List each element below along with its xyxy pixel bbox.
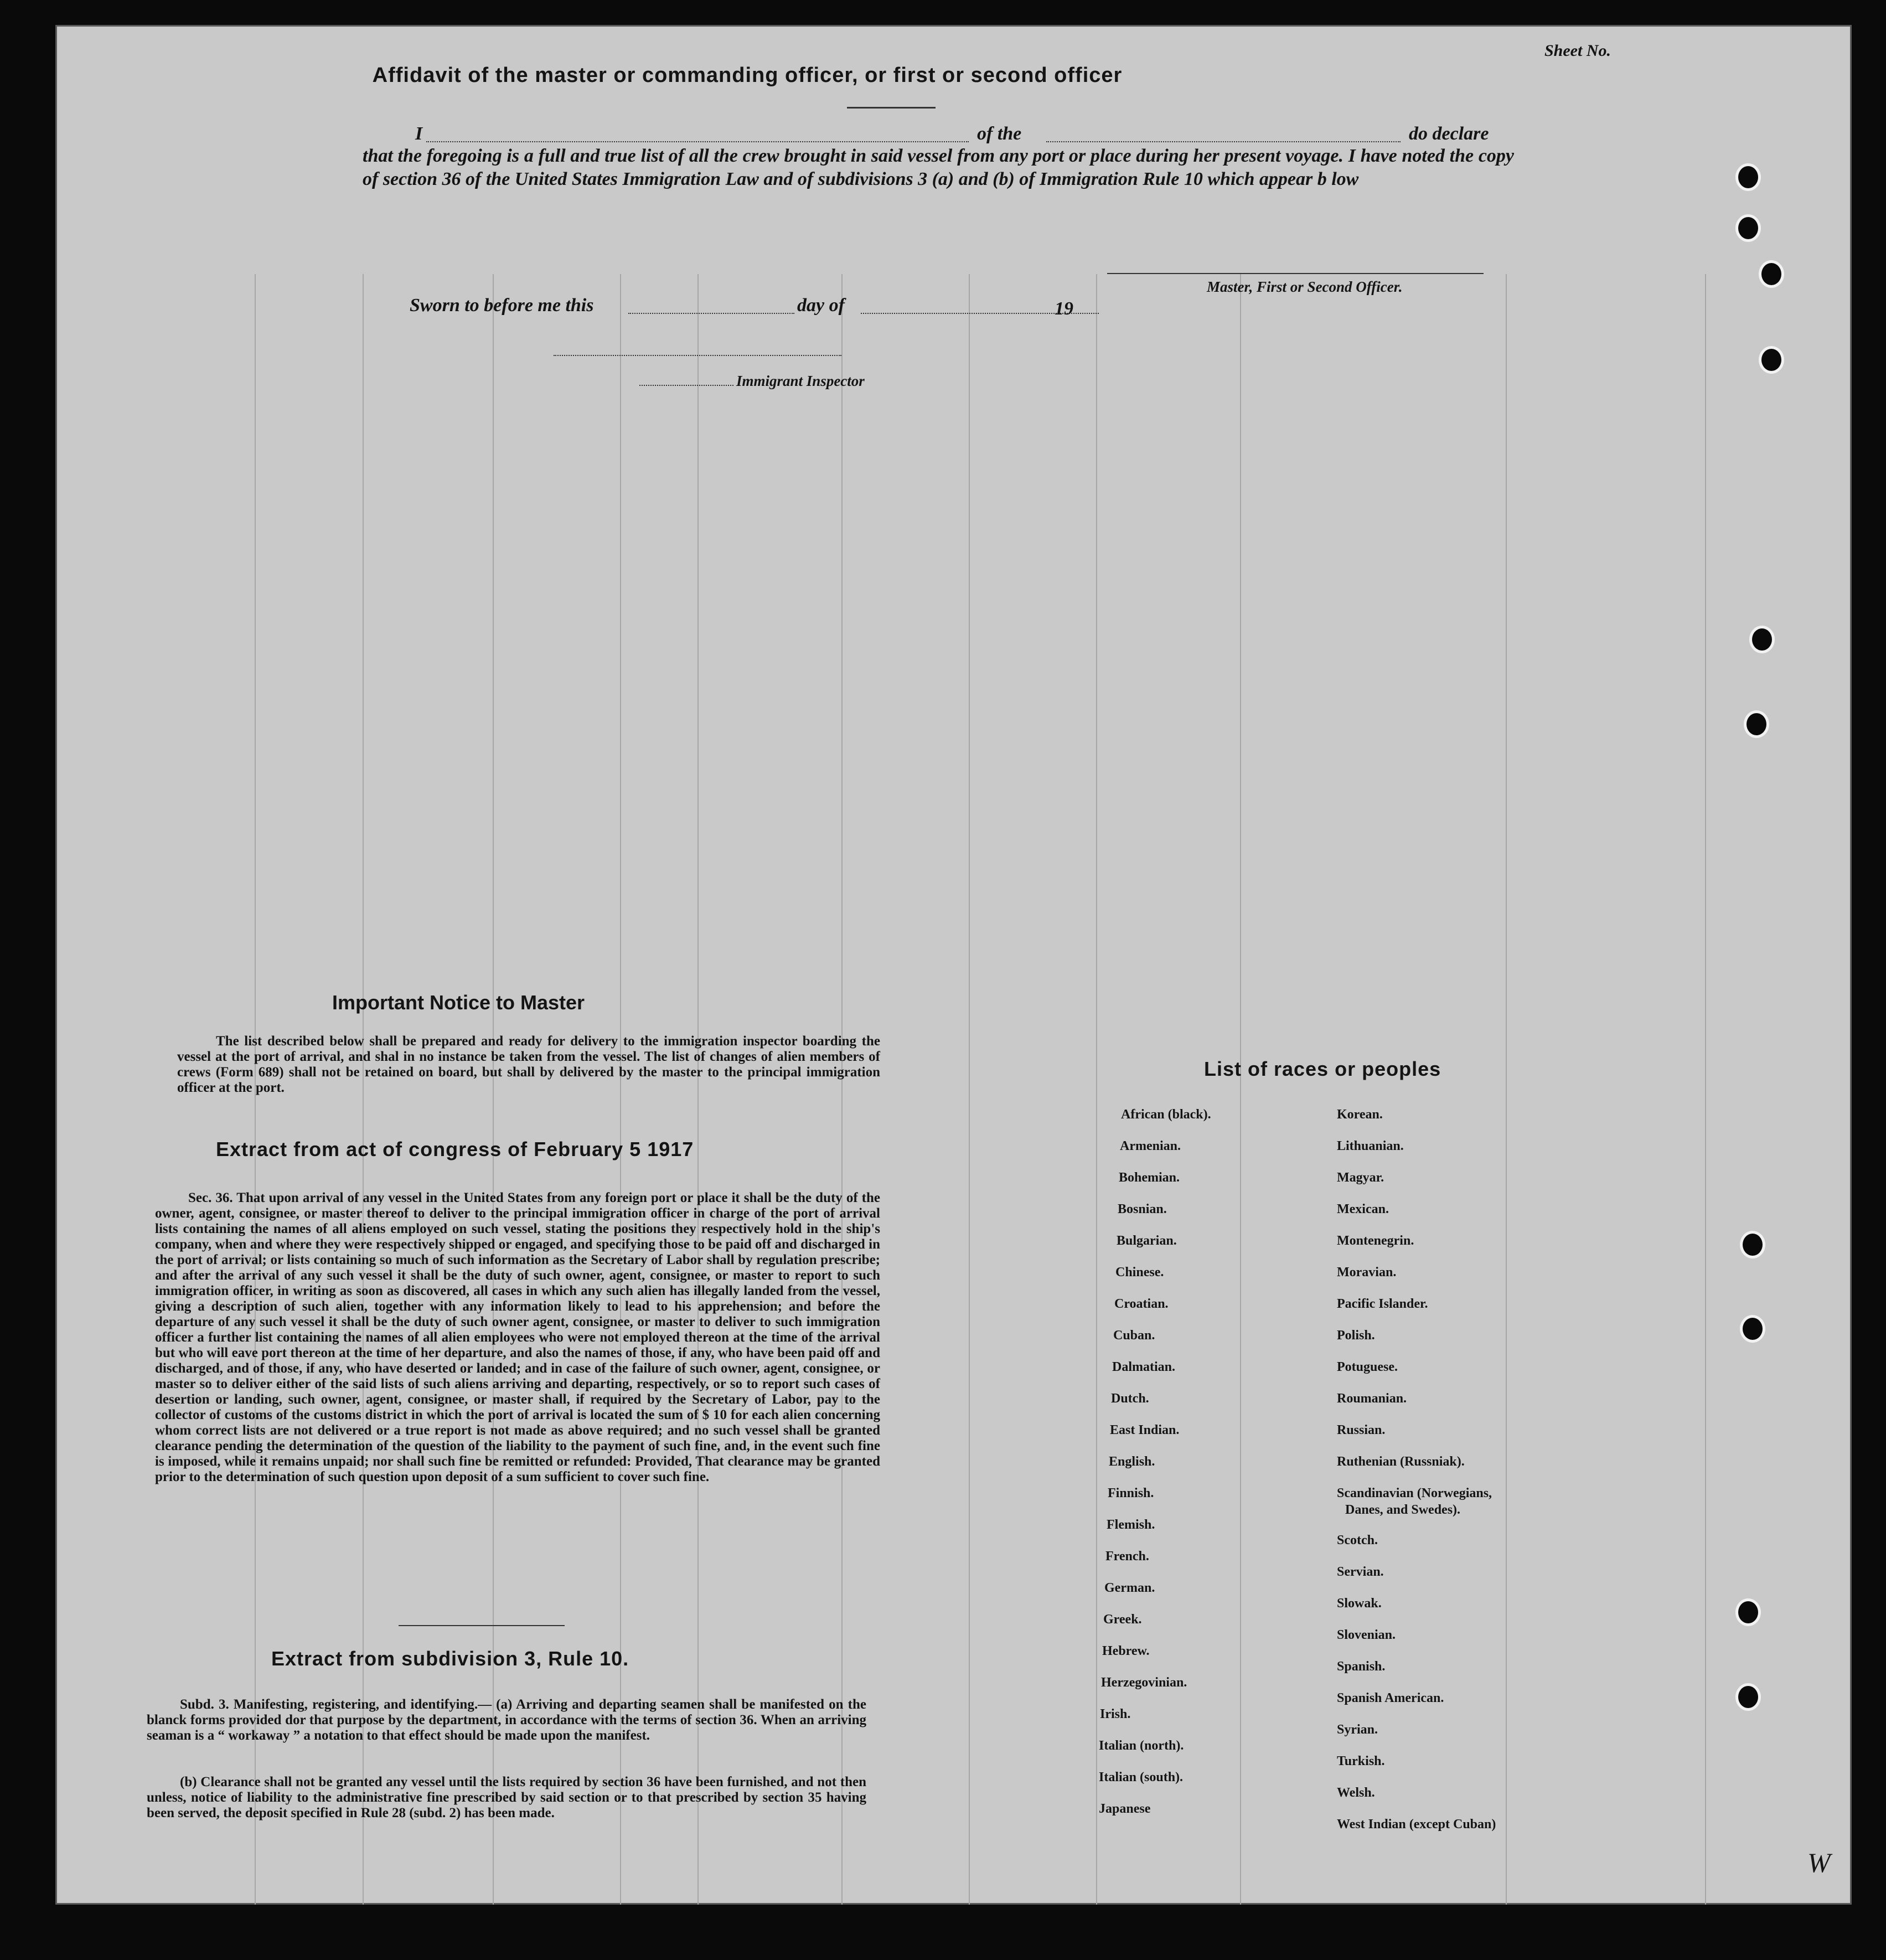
affidavit-title: Affidavit of the master or commanding officer, or first or second officer xyxy=(372,64,1123,87)
title-underline xyxy=(847,107,936,109)
race-item: Moravian. xyxy=(1337,1265,1397,1280)
race-item: African (black). xyxy=(1121,1107,1211,1122)
punch-hole xyxy=(1738,1601,1758,1623)
bleed-column-line xyxy=(1240,274,1241,1905)
extract-rule-title: Extract from subdivision 3, Rule 10. xyxy=(271,1647,629,1670)
race-item: Welsh. xyxy=(1337,1786,1375,1800)
inspector-caption: Immigrant Inspector xyxy=(736,373,865,389)
race-item: Dalmatian. xyxy=(1112,1360,1175,1374)
bleed-column-line xyxy=(969,274,970,1905)
corner-handwritten-mark: W xyxy=(1807,1847,1831,1878)
race-item: Bosnian. xyxy=(1118,1202,1167,1216)
affidavit-of-the: of the xyxy=(977,123,1022,144)
race-item: German. xyxy=(1104,1581,1155,1595)
race-item: Finnish. xyxy=(1108,1486,1154,1500)
extract-act-title: Extract from act of congress of February 5 1917 xyxy=(216,1138,694,1160)
race-item: Potuguese. xyxy=(1337,1360,1398,1374)
race-item: Italian (north). xyxy=(1099,1739,1184,1753)
race-item: English. xyxy=(1109,1454,1155,1469)
punch-hole xyxy=(1743,1318,1763,1340)
race-item: Spanish. xyxy=(1337,1659,1386,1674)
extract-rule-body-b: (b) Clearance shall not be granted any vessel until the lists required by section 36 have been furnished, and not then unless, notice of liability to the administrative fine prescribed by said section or to that prescribed by section 35 having been served, the deposit specified in Rule 28 (subd. 2) has been made. xyxy=(147,1775,866,1820)
race-item: Montenegrin. xyxy=(1337,1234,1414,1248)
punch-hole xyxy=(1738,217,1758,239)
sheet-number-label: Sheet No. xyxy=(1544,42,1611,60)
extract-rule-body-a: Subd. 3. Manifesting, registering, and identifying.— (a) Arriving and departing seamen shall be manifested on the blanck forms provided dor that purpose by the department, in accordance with the terms of section 36. When an arriving seaman is a “ workaway ” a notation to that effect should be made upon the manifest. xyxy=(147,1697,866,1743)
race-item: Russian. xyxy=(1337,1423,1386,1437)
race-item: Korean. xyxy=(1337,1107,1383,1122)
race-item: Flemish. xyxy=(1107,1518,1155,1532)
race-item: Bulgarian. xyxy=(1117,1234,1177,1248)
race-item: Dutch. xyxy=(1111,1391,1149,1406)
race-item: Magyar. xyxy=(1337,1170,1384,1185)
race-item: Syrian. xyxy=(1337,1722,1378,1737)
notice-title: Important Notice to Master xyxy=(332,991,585,1014)
race-item: Slovenian. xyxy=(1337,1628,1396,1642)
race-item: West Indian (except Cuban) xyxy=(1337,1817,1496,1832)
section-divider xyxy=(399,1625,565,1626)
race-item: Bohemian. xyxy=(1119,1170,1180,1185)
bleed-column-line xyxy=(1096,274,1097,1905)
race-item: Italian (south). xyxy=(1099,1770,1184,1784)
race-item: Mexican. xyxy=(1337,1202,1389,1216)
punch-hole xyxy=(1747,713,1766,735)
bleed-column-line xyxy=(1506,274,1507,1905)
race-item: Ruthenian (Russniak). xyxy=(1337,1454,1465,1469)
races-title: List of races or peoples xyxy=(1204,1058,1441,1080)
affidavit-body: that the foregoing is a full and true list of all the crew brought in said vessel from any port or place during her present voyage. I have noted the copy of section 36 of the United States Immigration Law and of subdivisions 3 (a) and (b) of Immigration Rule 10 which appear b low xyxy=(363,146,1514,189)
inspector-short-line xyxy=(639,385,733,386)
punch-hole xyxy=(1743,1234,1763,1256)
officer-signature-line xyxy=(1107,273,1484,274)
sworn-day-line xyxy=(628,313,794,314)
race-item: Roumanian. xyxy=(1337,1391,1407,1406)
race-item: Polish. xyxy=(1337,1328,1375,1343)
race-item: Slowak. xyxy=(1337,1596,1382,1611)
race-item: Spanish American. xyxy=(1337,1691,1444,1705)
race-item: Scandinavian (Norwegians, xyxy=(1337,1486,1492,1500)
punch-hole xyxy=(1752,628,1772,651)
race-item: French. xyxy=(1105,1549,1149,1564)
punch-hole xyxy=(1738,1686,1758,1708)
punch-hole xyxy=(1738,166,1758,188)
sworn-text: Sworn to before me this xyxy=(410,295,594,316)
race-item: Hebrew. xyxy=(1102,1644,1150,1658)
officer-caption: Master, First or Second Officer. xyxy=(1207,278,1403,295)
race-item: Greek. xyxy=(1103,1612,1142,1627)
affidavit-declare: do declare xyxy=(1409,123,1489,144)
manifest-sheet xyxy=(55,25,1852,1905)
sworn-year: 19 xyxy=(1055,298,1073,319)
race-item: Cuban. xyxy=(1113,1328,1155,1343)
inspector-signature-line xyxy=(554,355,841,356)
race-item: Croatian. xyxy=(1114,1297,1169,1311)
race-item: Chinese. xyxy=(1115,1265,1164,1280)
race-item: Pacific Islander. xyxy=(1337,1297,1428,1311)
race-item: Scotch. xyxy=(1337,1533,1378,1548)
extract-act-body: Sec. 36. That upon arrival of any vessel in the United States from any foreign port or place it shall be the duty of the owner, agent, consignee, or master thereof to deliver to the principal immigration officer in charge of the port of arrival lists containing the names of all aliens employed on such vessel, stating the positions they respectively hold in the ship's company, when and where they were respectively shipped or engaged, and specifying those to be paid off and discharged in the port of arrival; or lists containing so much of such information as the Secretary of Labor shall by regulation prescribe; and after the arrival of any such vessel it shall be the duty of such owner, agent, consignee, or master to report to such immigration officer, in writing as soon as discovered, all cases in which any such alien has illegally landed from the vessel, giving a description of such alien, together with any information likely to lead to his apprehension; and before the departure of any such vessel it shall be the duty of such owner agent, consignee, or master to deliver to such immigration officer a further list containing the names of all alien employees who were not employed thereon at the time of the arrival but who will eave port thereon at the time of her departure, and also the names of those, if any, who have been paid off and discharged, and of those, if any, who have deserted or landed; and in case of the failure of such owner, agent, consignee, or master so to deliver either of the said lists of such aliens arriving and departing, respectively, or so to report such cases of desertion or landing, such owner, agent, consignee, or master shall, if required by the Secretary of Labor, pay to the collector of customs of the customs district in which the port of arrival is located the sum of $ 10 for each alien concerning whom correct lists are not delivered or a true report is not made as above required; and no such vessel shall be granted clearance pending the determination of the question of the liability to the payment of such fine, and, in the event such fine is imposed, while it remains unpaid; nor shall such fine be remitted or refunded: Provided, That clearance may be granted prior to the determination of such question upon deposit of a sum sufficient to cover such fine. xyxy=(155,1190,880,1484)
race-item: Turkish. xyxy=(1337,1754,1385,1768)
punch-hole xyxy=(1761,263,1781,285)
punch-hole xyxy=(1761,349,1781,371)
race-item: Irish. xyxy=(1100,1707,1131,1721)
name-blank-line xyxy=(426,141,969,142)
race-item: Danes, and Swedes). xyxy=(1345,1503,1461,1517)
race-item: East Indian. xyxy=(1110,1423,1180,1437)
race-item: Lithuanian. xyxy=(1337,1139,1404,1153)
notice-body: The list described below shall be prepared and ready for delivery to the immigration inspector boarding the vessel at the port of arrival, and shal in no instance be taken from the vessel. The list of changes of alien members of crews (Form 689) shall not be retained on board, but shall by delivered by the master to the principal immigration officer at the port. xyxy=(177,1034,880,1095)
race-item: Armenian. xyxy=(1120,1139,1181,1153)
race-item: Servian. xyxy=(1337,1565,1384,1579)
affidavit-line-start: I xyxy=(415,123,423,144)
vessel-blank-line xyxy=(1046,141,1401,142)
sworn-day-of: day of xyxy=(797,295,845,316)
race-item: Herzegovinian. xyxy=(1101,1675,1187,1690)
race-item: Japanese xyxy=(1099,1802,1151,1816)
bleed-column-line xyxy=(1705,274,1706,1905)
